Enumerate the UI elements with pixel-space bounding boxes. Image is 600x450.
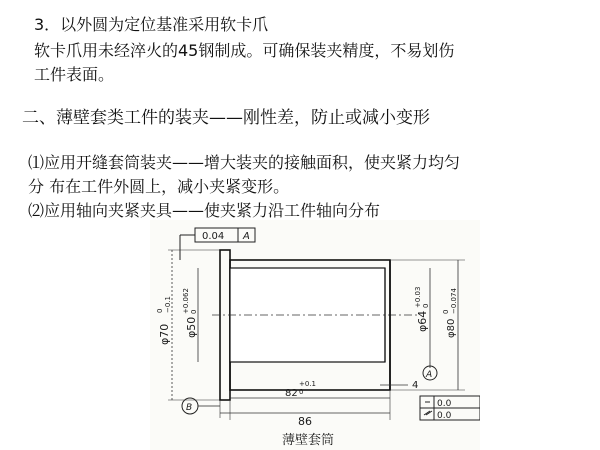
tolerance-frame-datum: A (243, 231, 250, 242)
item-1-line-1: ⑴应用开缝套筒装夹——增大装夹的接触面积，使夹紧力均匀 (28, 153, 461, 172)
tolerance-frame-value: 0.04 (202, 231, 225, 242)
dim-outer-flange: φ70 (158, 323, 171, 345)
dim-inner-tol-low: 0 (422, 303, 430, 308)
right-frame-value-1: 0.0 (437, 399, 452, 409)
dim-flange-thickness: 4 (412, 380, 419, 391)
dim-length-inner-tol-low: 0 (299, 388, 304, 396)
dim-bore: φ50 (185, 316, 198, 338)
dim-length-inner-tol-up: +0.1 (299, 380, 316, 388)
dim-outer: φ80 (446, 318, 457, 338)
dim-outer-flange-tol-low: −0.1 (164, 296, 172, 313)
dim-length-total: 86 (298, 415, 312, 428)
paragraph-line-2: 工件表面。 (34, 65, 115, 84)
drawing-caption: 薄壁套筒 (282, 433, 335, 448)
item-2: ⑵应用轴向夹紧夹具——使夹紧力沿工件轴向分布 (28, 201, 381, 220)
dim-inner: φ64 (416, 310, 429, 332)
dim-inner-tol-up: +0.03 (414, 286, 422, 308)
dim-outer-tol-low: −0.074 (450, 288, 458, 314)
dim-bore-tol-low: 0 (190, 309, 198, 314)
datum-a-label: A (426, 370, 433, 380)
item-1-line-2: 分 布在工件外圆上，减小夹紧变形。 (28, 177, 290, 196)
dim-length-inner: 82 (285, 388, 298, 399)
dim-bore-tol-up: +0.062 (182, 288, 190, 314)
datum-b-label: B (186, 403, 193, 413)
heading-3: 3．以外圆为定位基准采用软卡爪 (34, 15, 269, 34)
thin-wall-sleeve-drawing (150, 220, 480, 450)
dim-outer-flange-tol-up: 0 (156, 308, 164, 313)
dim-outer-tol-up: 0 (442, 309, 450, 314)
section-heading-2: 二、薄壁套类工件的装夹——刚性差，防止或减小变形 (22, 108, 430, 128)
paragraph-line-1: 软卡爪用未经淬火的45钢制成。可确保装夹精度，不易划伤 (34, 41, 455, 60)
right-frame-value-2: 0.0 (437, 411, 452, 421)
